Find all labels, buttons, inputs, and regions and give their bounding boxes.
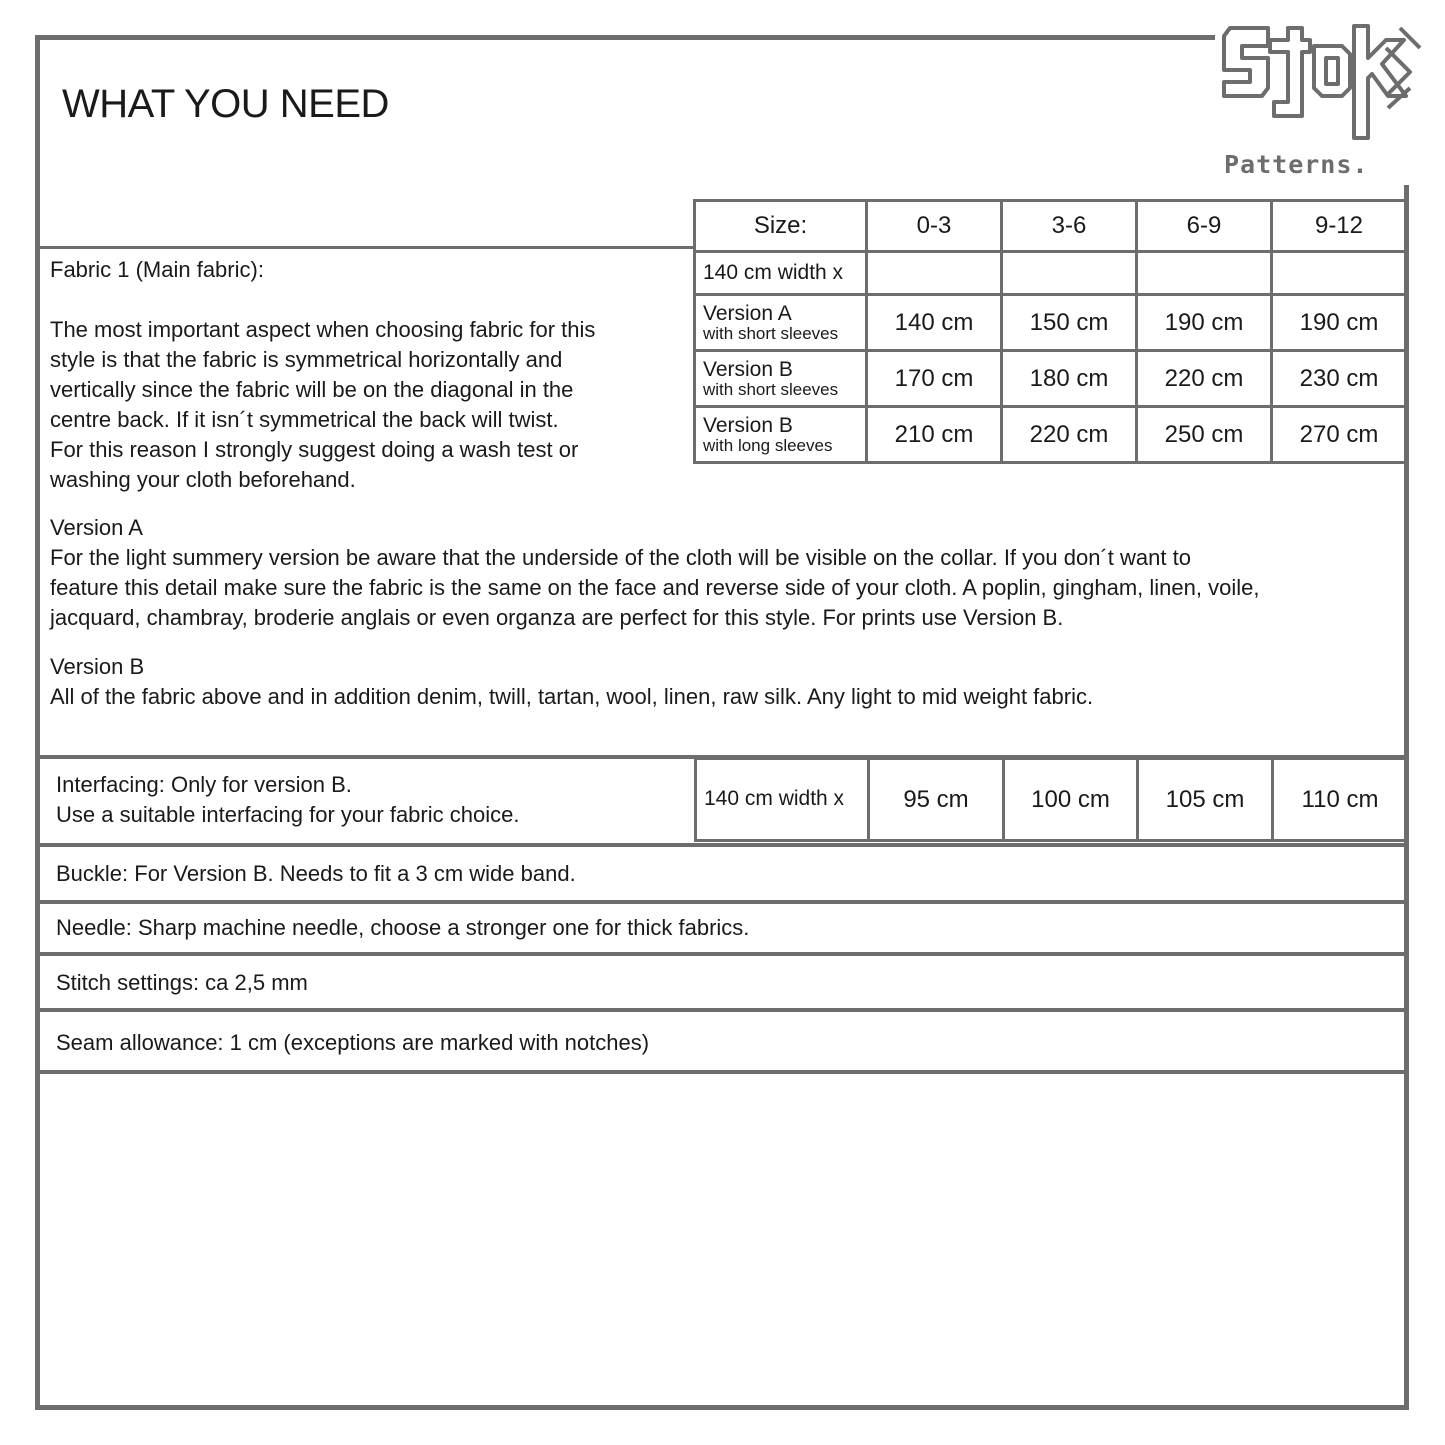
frame-top xyxy=(35,35,1215,40)
version-label xyxy=(695,351,867,407)
table-row xyxy=(696,759,1408,841)
section-divider xyxy=(40,952,1406,956)
length-cell: 190 cm xyxy=(1272,295,1407,351)
length-cell: 170 cm xyxy=(867,351,1002,407)
length-cell: 230 cm xyxy=(1272,351,1407,407)
empty-cell xyxy=(1272,252,1407,295)
version-detail: with short sleeves xyxy=(703,379,839,399)
interfacing-size-table xyxy=(694,757,1409,842)
frame-left xyxy=(35,35,40,1410)
fabric-width-label: 140 cm width x xyxy=(695,252,867,295)
brand-wordmark: Patterns. xyxy=(1224,150,1369,179)
version-b-description: All of the fabric above and in addition denim, twill, tartan, wool, linen, raw silk. Any light to mid weight fabric. xyxy=(50,684,1094,709)
fabric-size-table xyxy=(693,199,1408,464)
length-cell: 270 cm xyxy=(1272,407,1407,463)
table-row xyxy=(695,407,1407,463)
length-cell: 220 cm xyxy=(1002,407,1137,463)
version-name: Version A xyxy=(703,301,792,325)
section-divider xyxy=(40,1008,1406,1012)
empty-cell xyxy=(867,252,1002,295)
fabric-width-label: 140 cm width x xyxy=(696,759,869,841)
text-line: style is that the fabric is symmetrical horizontally and xyxy=(50,347,563,372)
frame-bottom xyxy=(35,1405,1409,1410)
size-header: 6-9 xyxy=(1137,201,1272,252)
length-cell: 190 cm xyxy=(1137,295,1272,351)
length-cell: 105 cm xyxy=(1138,759,1273,841)
length-cell: 95 cm xyxy=(869,759,1004,841)
fabric-heading: Fabric 1 (Main fabric): xyxy=(50,257,264,282)
text-line: washing your cloth beforehand. xyxy=(50,467,356,492)
version-b-heading: Version B xyxy=(50,654,145,679)
length-cell: 180 cm xyxy=(1002,351,1137,407)
version-a-description xyxy=(50,543,1259,633)
buckle-note: Buckle: For Version B. Needs to fit a 3 cm wide band. xyxy=(56,861,576,886)
needle-note: Needle: Sharp machine needle, choose a stronger one for thick fabrics. xyxy=(56,915,750,940)
text-line: For the light summery version be aware that the underside of the cloth will be visible on the collar. If you don´t want to xyxy=(50,545,1191,570)
length-cell: 220 cm xyxy=(1137,351,1272,407)
text-line: centre back. If it isn´t symmetrical the back will twist. xyxy=(50,407,559,432)
version-name: Version B xyxy=(703,413,793,437)
length-cell: 110 cm xyxy=(1273,759,1408,841)
version-label xyxy=(695,295,867,351)
length-cell: 150 cm xyxy=(1002,295,1137,351)
version-name: Version B xyxy=(703,357,793,381)
section-divider xyxy=(40,246,695,249)
version-detail: with short sleeves xyxy=(703,323,839,343)
interfacing-line-1: Interfacing: Only for version B. xyxy=(56,772,352,797)
version-a-heading: Version A xyxy=(50,515,143,540)
length-cell: 250 cm xyxy=(1137,407,1272,463)
text-line: For this reason I strongly suggest doing a wash test or xyxy=(50,437,579,462)
version-label xyxy=(695,407,867,463)
text-line: The most important aspect when choosing fabric for this xyxy=(50,317,596,342)
empty-cell xyxy=(1137,252,1272,295)
fabric-description xyxy=(50,315,595,495)
empty-cell xyxy=(1002,252,1137,295)
text-line: vertically since the fabric will be on the diagonal in the xyxy=(50,377,574,402)
length-cell: 100 cm xyxy=(1004,759,1138,841)
length-cell: 210 cm xyxy=(867,407,1002,463)
size-header: 9-12 xyxy=(1272,201,1407,252)
interfacing-line-2: Use a suitable interfacing for your fabric choice. xyxy=(56,802,520,827)
section-divider xyxy=(40,1070,1406,1074)
size-header: 3-6 xyxy=(1002,201,1137,252)
table-row xyxy=(695,295,1407,351)
text-line: jacquard, chambray, broderie anglais or even organza are perfect for this style. For prints use Version B. xyxy=(50,605,1064,630)
text-line: feature this detail make sure the fabric is the same on the face and reverse side of your cloth. A poplin, gingham, linen, voile, xyxy=(50,575,1260,600)
section-divider xyxy=(40,900,1406,904)
length-cell: 140 cm xyxy=(867,295,1002,351)
size-header-label: Size: xyxy=(695,201,867,252)
size-header: 0-3 xyxy=(867,201,1002,252)
version-detail: with long sleeves xyxy=(703,435,833,455)
section-divider xyxy=(40,843,1406,847)
page-title: WHAT YOU NEED xyxy=(62,82,389,126)
seam-allowance-note: Seam allowance: 1 cm (exceptions are marked with notches) xyxy=(56,1030,650,1055)
stitch-note: Stitch settings: ca 2,5 mm xyxy=(56,970,308,995)
table-row xyxy=(695,351,1407,407)
